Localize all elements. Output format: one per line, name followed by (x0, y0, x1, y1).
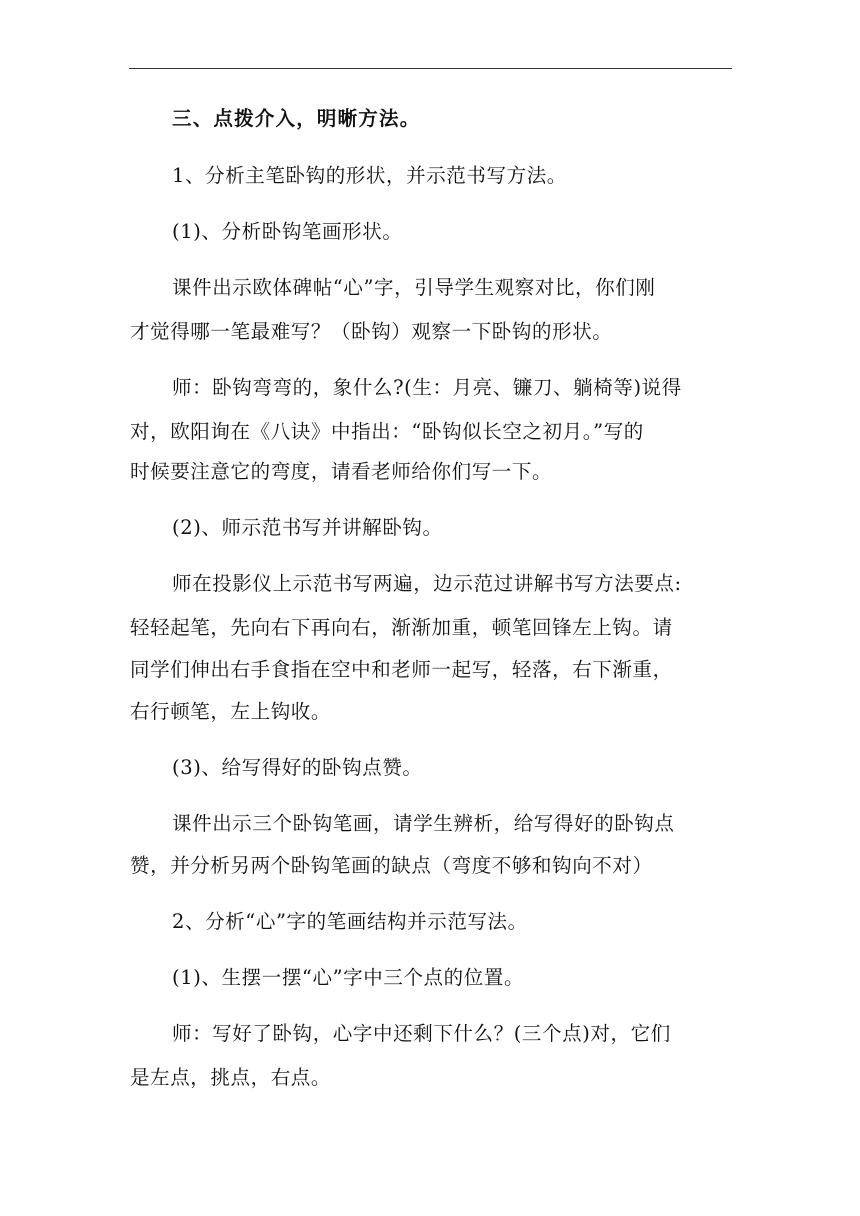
paragraph-line: 师：卧钩弯弯的，象什么?(生：月亮、镰刀、躺椅等)说得 (172, 376, 682, 399)
paragraph-line: 师在投影仪上示范书写两遍，边示范过讲解书写方法要点: (172, 572, 682, 595)
paragraph-line: 师：写好了卧钩，心字中还剩下什么？(三个点)对，它们 (172, 1022, 671, 1045)
substep-heading: (1)、生摆一摆“心”字中三个点的位置。 (172, 966, 525, 989)
substep-heading: (2)、师示范书写并讲解卧钩。 (172, 516, 443, 539)
paragraph-line: 课件出示三个卧钩笔画，请学生辨析，给写得好的卧钩点 (172, 812, 675, 835)
step-heading: 1、分析主笔卧钩的形状，并示范书写方法。 (172, 164, 567, 187)
paragraph-line: 右行顿笔，左上钩收。 (130, 700, 332, 723)
header-rule (129, 68, 732, 69)
paragraph-line: 时候要注意它的弯度，请看老师给你们写一下。 (130, 460, 553, 483)
paragraph-line: 课件出示欧体碑帖“心”字，引导学生观察对比，你们刚 (172, 276, 656, 299)
paragraph-line: 是左点，挑点，右点。 (130, 1066, 332, 1089)
substep-heading: (1)、分析卧钩笔画形状。 (172, 220, 403, 243)
section-heading: 三、点拨介入，明晰方法。 (172, 107, 421, 130)
paragraph-line: 同学们伸出右手食指在空中和老师一起写，轻落，右下渐重， (130, 658, 673, 681)
paragraph-line: 对，欧阳询在《八诀》中指出：“卧钩似长空之初月。”写的 (130, 420, 644, 443)
paragraph-line: 才觉得哪一笔最难写？（卧钩）观察一下卧钩的形状。 (130, 320, 613, 343)
paragraph-line: 轻轻起笔，先向右下再向右，渐渐加重，顿笔回锋左上钩。请 (130, 616, 673, 639)
substep-heading: (3)、给写得好的卧钩点赞。 (172, 756, 423, 779)
step-heading: 2、分析“心”字的笔画结构并示范写法。 (172, 910, 528, 933)
paragraph-line: 赞，并分析另两个卧钩笔画的缺点（弯度不够和钩向不对） (130, 854, 653, 877)
